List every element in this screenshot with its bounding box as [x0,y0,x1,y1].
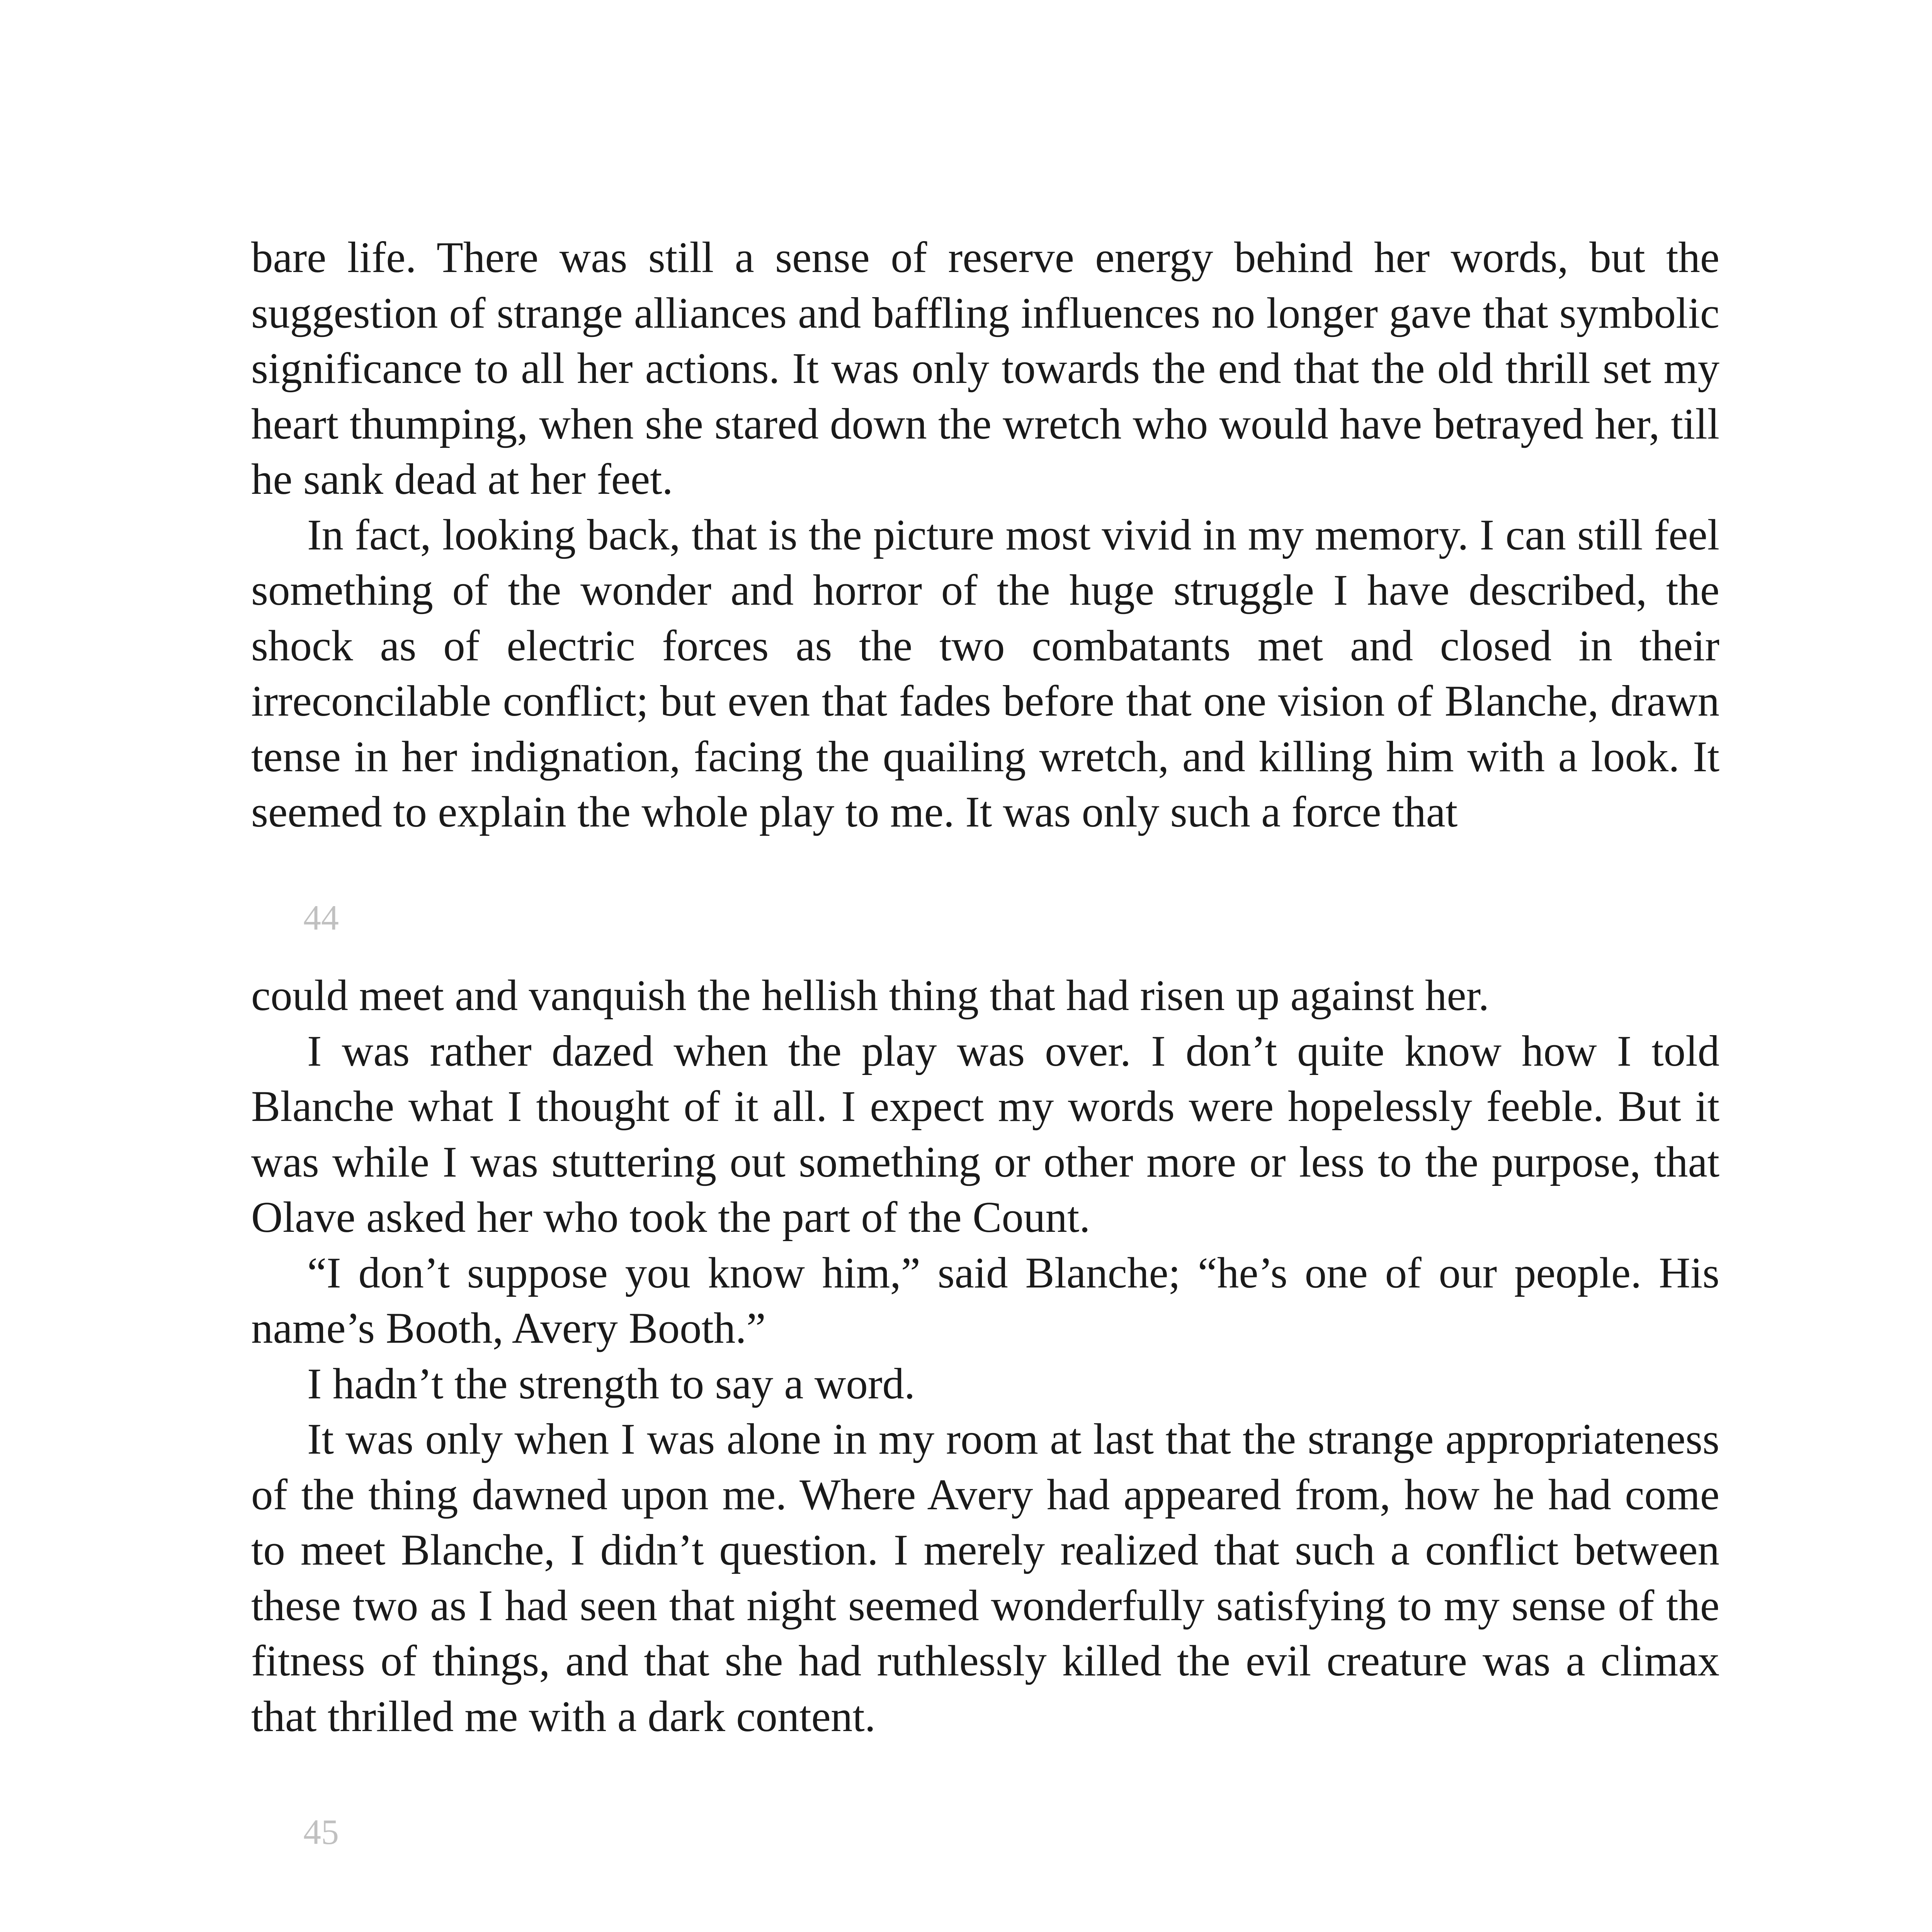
paragraph: I was rather dazed when the play was over. I don’t quite know how I told Blanche what I thought of it all. I expect my words were hopelessly feeble. But it was while I was stuttering out something or other more or less to the purpose, that Olave asked her who took the part of the Count. [251,1027,1719,1242]
page-number: 44 [303,898,339,937]
paragraph: bare life. There was still a sense of reserve energy behind her words, but the suggestion of strange alliances and baffling influences no longer gave that symbolic significance to all her actions. It was only towards the end that the old thrill set my heart thumping, when she stared down the wretch who would have betrayed her, till he sank dead at her feet. [251,233,1719,503]
page-44-text [251,230,1719,840]
paragraph: In fact, looking back, that is the picture most vivid in my memory. I can still feel something of the wonder and horror of the huge struggle I have described, the shock as of electric forces as the two combatants met and closed in their irreconcilable conflict; but even that fades before that one vision of Blanche, drawn tense in her indignation, facing the quailing wretch, and killing him with a look. It seemed to explain the whole play to me. It was only such a force that [251,510,1719,836]
paragraph: I hadn’t the strength to say a word. [307,1359,915,1408]
paragraph: It was only when I was alone in my room at last that the strange appropriateness of the thing dawned upon me. Where Avery had appeared from, how he had come to meet Blanche, I didn’t question. I merely realized that such a conflict between these two as I had seen that night seemed wonderfully satisfying to my sense of the fitness of things, and that she had ruthlessly killed the evil creature was a climax that thrilled me with a dark content. [251,1415,1719,1741]
paragraph: “I don’t suppose you know him,” said Blanche; “he’s one of our people. His name’s Booth, Avery Booth.” [251,1248,1719,1352]
paragraph: could meet and vanquish the hellish thing that had risen up against her. [251,971,1490,1020]
page-45-text [251,968,1719,1744]
page-number: 45 [303,1812,339,1852]
